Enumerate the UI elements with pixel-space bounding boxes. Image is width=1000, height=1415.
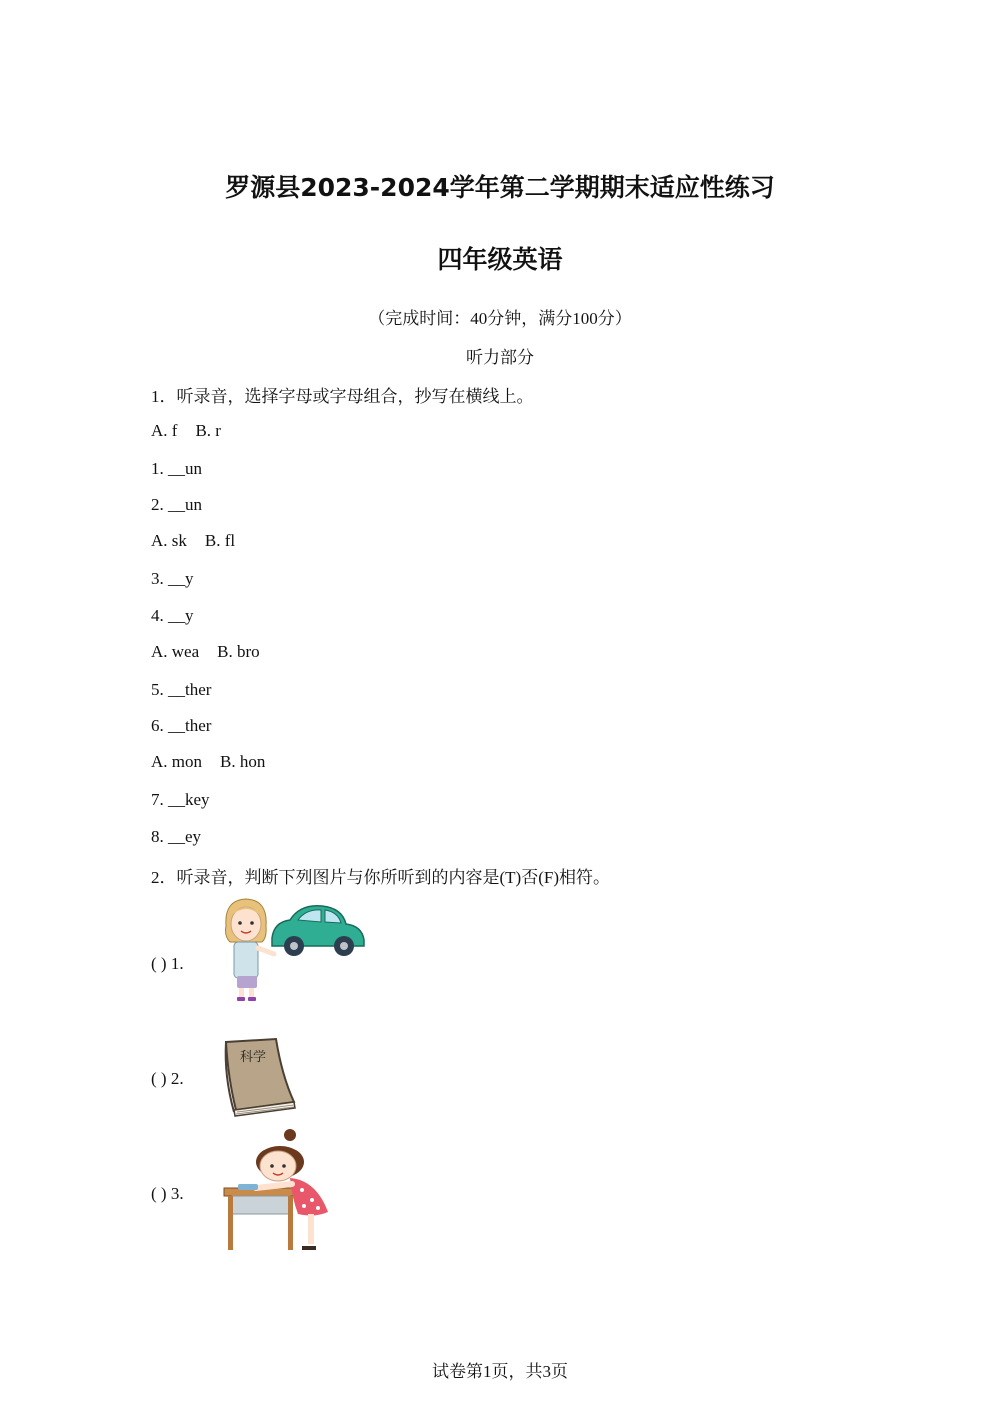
exam-info: （完成时间：40分钟，满分100分） bbox=[368, 309, 632, 328]
q1-options-row bbox=[151, 531, 235, 551]
option-a: A. sk bbox=[151, 531, 187, 550]
q2-item-label: ( ) 2. bbox=[151, 1069, 184, 1088]
q2-instruction: 2．听录音，判断下列图片与你所听到的内容是(T)否(F)相符。 bbox=[151, 868, 610, 887]
q1-item: 8. __ey bbox=[151, 827, 202, 846]
page-footer: 试卷第1页，共3页 bbox=[432, 1362, 568, 1381]
q1-item: 4. __y bbox=[151, 606, 194, 625]
q1-item: 5. __ther bbox=[151, 680, 212, 699]
q1-item: 1. __un bbox=[151, 459, 202, 478]
section-heading: 听力部分 bbox=[466, 348, 534, 367]
option-b: B. fl bbox=[204, 531, 236, 550]
desk-figure bbox=[224, 1188, 298, 1250]
option-b: B. bro bbox=[217, 642, 260, 661]
q1-item: 6. __ther bbox=[151, 716, 212, 735]
girl-figure bbox=[226, 899, 275, 1001]
option-b: B. r bbox=[195, 421, 221, 440]
q1-item: 3. __y bbox=[151, 569, 194, 588]
q1-options-row bbox=[151, 421, 221, 441]
exam-title: 罗源县2023-2024学年第二学期期末适应性练习 bbox=[225, 173, 775, 202]
q1-item: 7. __key bbox=[151, 790, 210, 809]
option-a: A. mon bbox=[151, 752, 202, 771]
q1-item: 2. __un bbox=[151, 495, 202, 514]
q2-item-label: ( ) 3. bbox=[151, 1184, 184, 1203]
q1-options-row bbox=[151, 752, 265, 772]
girl-cleaning-desk-picture bbox=[218, 1128, 336, 1252]
q1-options-row bbox=[151, 642, 260, 662]
option-a: A. f bbox=[151, 421, 178, 440]
book-title: 科学 bbox=[240, 1050, 267, 1065]
option-a: A. wea bbox=[151, 642, 200, 661]
car-figure bbox=[272, 906, 364, 956]
girl-with-car-picture bbox=[218, 896, 368, 1006]
option-b: B. hon bbox=[220, 752, 266, 771]
q2-item-label: ( ) 1. bbox=[151, 954, 184, 973]
q1-instruction: 1．听录音，选择字母或字母组合，抄写在横线上。 bbox=[151, 387, 534, 406]
exam-subtitle: 四年级英语 bbox=[437, 245, 563, 274]
